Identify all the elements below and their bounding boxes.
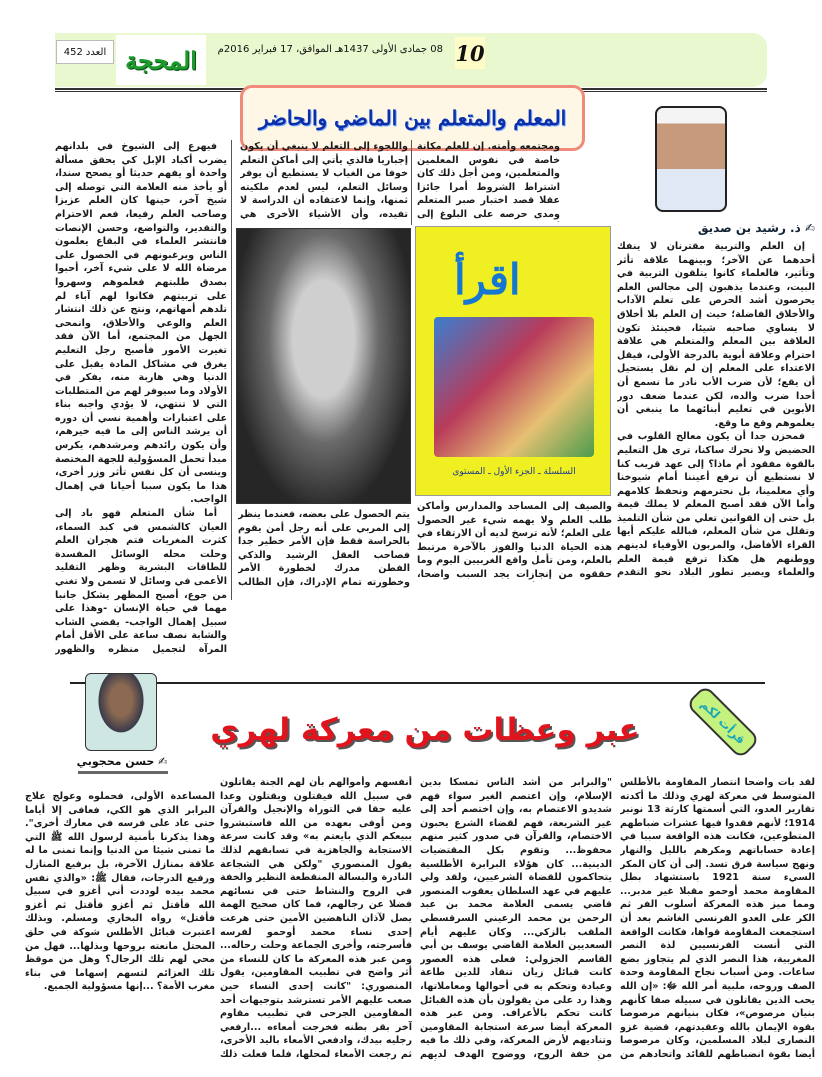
book-cover-image bbox=[415, 226, 611, 496]
page-number: 10 bbox=[455, 37, 485, 69]
article-title-2: عبر وعظات من معركة لهري bbox=[210, 712, 640, 748]
paragraph: أما شأن المتعلم فهو باد إلى العيان كالشمس في كبد السماء، كثرت المغريات فتم هجران العلم وحلت محله الوسائل المفسدة للطاقات البشرية وظهر التقليد الأعمى في وسائل لا تسمن ولا تغني من جوع، أصبح المظهر يشكل جانبا مهما في حياة الإنسان -وهذا على سبيل إهمال الواجب- يقضي الشاب والشابة نصف ساعة على الأقل أمام المرآة لتجميل منظره والظهور bbox=[55, 508, 227, 655]
issue-label: العدد bbox=[85, 46, 107, 58]
issue-date: 08 جمادى الأولى 1437هـ الموافق، 17 فبراير 2016م bbox=[217, 44, 443, 55]
issue-value: 452 bbox=[63, 46, 83, 58]
paragraph: إن العلم والتربية مقترنان لا ينفك أحدهما عن الآخر؛ وبينهما علاقة تأثر وتأثير، فالعلماء كانوا يتلقون التربية في البيت، وعندما يذهبون إلى مجالس العلم يحرصون أشد الحرص على تعلم الآداب والأخلاق الفاضلة؛ حيث إن العلم بلا أخلاق لا يساوي صاحبه شيئا، فحينئذ تكون العلاقة بين المعلم والمتعلم هي علاقة احترام وعلاقة أبوية بالدرجة الأولى، فيقل الاعتداء على المعلم إن لم نقل يستحيل أن يقع؛ لأن ضرب الأب نادر ما نسمع أن أحدا ضرب والده، لكن عندما ضعف دور الأبوين في تعليم أبنائهما ما ينبغي أن يعلموهم وقع ما وقع. bbox=[617, 241, 815, 429]
article-column-mid-bottom: والصيف إلى المساجد والمدارس وأماكن طلب العلم ولا يهمه شيء غير الحصول على العلم؛ لأنه ترسخ لديه أن الارتقاء في هذه الحياة الدنيا والفوز بالآخرة مرتبط بالعلم، ومن تأمل واقع الغربيين اليوم وما حققوه من إنجازات يجد السبب واضحا، bbox=[417, 501, 612, 580]
author-name: ذ. رشيد بن صديق bbox=[697, 221, 801, 235]
article-column-left-top: واللجوء إلى التعلم لا ينبغي أن يكون إجباريا فالذي يأتي إلى أماكن التعلم خوفا من الغياب لا يستطيع أن يوفر وسائل التعلم، ليس لعدم ملكيته ثمنها، وإنما لاعتقاده أن الدراسة لا تفيده، وأن الأشياء الأخرى هي bbox=[240, 141, 408, 220]
article2-column-4: المساعدة الأولى، فحملوه وعولج علاج البرابر الذي هو الكي، فعافى إلا أياما حتى عاد على فرسه في معارك أخرى". وهذا يذكرنا بأمنية لرسول الله ﷺ التي ما تمنى شيئا من الدنيا وإنما تمنى ما له علاقة بمنازل الآخرة، بل برفيع المنازل ورفيع الدرجات، فقال ﷺ: «والذي نفس محمد بيده لوددت أني أغزو في سبيل الله فأقتل ثم أغزو فأقتل ثم أغزو فأقتل» رواه البخاري ومسلم. وبذلك اعتبرت قبائل الأطلس شوكة في حلق المحتل مانعته بروحها وبذلها... فهل من محي لهم تلك الرجال؟ وهل من موقظ تلك العزائم لتسهم إسهاما في بناء مغرب الأمة؟ ...إنها مسؤولية الجميع. bbox=[25, 791, 215, 993]
byline-underline bbox=[78, 771, 168, 774]
article2-column-1: لقد بات واضحا انتصار المقاومة بالأطلس المتوسط في معركة لهري وذلك ما أكدته تقارير العدو، التي أسمتها كارثة 13 نونبر 1914؛ لأنهم فقدوا فيها عشرات ضباطهم المتطوعين، فكانت هذه الواقعة سببا في إعادة حساباتهم ومكرهم بالليل والنهار ونهج سياسة فرق تسد. إلى أن كان المكر السيء سنة 1921 باستشهاد بطل المقاومة محمد أوحمو مقبلا غير مدبر... ومما ميز هذه المعركة أسلوب الفر ثم الكر على العدو الفرنسي الغاشم بعد أن استجمعت المقاومة قواها، فكانت الواقعة التي أنست الفرنسيين لذة النصر المغربية، هذا النصر الذي لم يتجاوز بضع ساعات. ومن أسباب نجاح المقاومة وحدة الصف وروحه، ملبية أمر الله ﷻ: «إن الله يحب الذين يقاتلون في سبيله صفا كأنهم بنيان مرصوص»، فكان بنيانهم مرصوصا بقوة الإيمان بالله وعقيدتهم، قضية غزو النصارى لبلاد المسلمين، وكان مرصوصا أيضا بقوة انضباطهم للقائد واتحادهم من bbox=[620, 777, 815, 1060]
author-photo bbox=[655, 106, 727, 212]
column-divider bbox=[231, 140, 232, 600]
article2-column-3: أنفسهم وأموالهم بأن لهم الجنة يقاتلون في سبيل الله فيقتلون ويقتلون وعدا عليه حقا في التوراة والإنجيل والقرآن ومن أوفى بعهده من الله فاستبشروا ببيعكم الذي بايعتم به» وقد كانت سرعة الاستجابة والجاهزية في تسابقهم لذلك يقول المنصوري "ولكن هي الشجاعة النادرة والبسالة المنقطعة النظير والخفة في الروح والنشاط حتى في نسائهم فضلا عن رجالهم، فما كان صحيح الهمة يصل لآذان الناهضين الأمين حتى هرعت إحدى نساء محمد أوحمو لفرسه فأسرجته، وأخرى الجماعة وحلت رحاله... ومن عبر هذه المعركة ما كان للنساء من أثر واضح في تطبيب المقاومين، يقول المنصوري: "كانت إحدى النساء حين صعب عليهم الأمر تسترشد بتوجيهات أحد المقاومين الجرحى في تطبيب مقاوم آخر بقر بطنه فخرجت أمعاءه ...ارفعي رجليه بيدك، وادفعي الأمعاء باليد الأخرى، ثم رجعت الأمعاء لمحلها، فلما فعلت ذلك bbox=[220, 777, 412, 1060]
article-column-mid-top: ومجتمعه وأمته. إن للعلم مكانة خاصة في نفوس المعلمين والمتعلمين، ومن أجل ذلك كان اشتراط الشروط أمرا جائزا عقلا قصد اختبار صبر المتعلم ومدى حرصه على البلوغ إلى bbox=[417, 141, 560, 220]
article-title: المعلم والمتعلم بين الماضي والحاضر bbox=[240, 85, 585, 151]
cover-illustration bbox=[434, 317, 594, 457]
author-byline-2 bbox=[66, 754, 178, 769]
author-photo-2 bbox=[85, 673, 157, 751]
article-column-left-bottom: يتم الحصول على بعضه، فعندما ينظر إلى المربي على أنه رجل أمن يقوم بالحراسة فقط فإن الأمر خطير جدا فصاحب العقل الرشيد والذكي الفطن مدرك لخطورة الأمر وخطورته تمام الإدراك، فإن الطالب bbox=[238, 509, 410, 588]
issue-number bbox=[56, 40, 114, 64]
pen-icon: ✍ bbox=[154, 755, 168, 768]
section-badge: قرأت لكم bbox=[686, 685, 761, 760]
newspaper-logo: المحجة bbox=[116, 35, 206, 85]
section-divider bbox=[70, 682, 765, 684]
article2-column-2: "والبرابر من أشد الناس تمسكا بدين الإسلام، وإن اعتصم الغير سواء فهم شديدو الاعتصام به، وإن اختصم أحد إلى غير الشريعة، فهم لقضاء الشرع يحبون الاختصام، والقرآن في صدور كثير منهم محفوظ... وتقوم بكل المقتضيات الدينية... كان هؤلاء البرابرة الأطلسية يتحاكمون للقضاة الشرعيين، ولقد ولي عليهم في عهد السلطان يعقوب المنصور قاضي يسمى العلامة محمد بن عبد الرحمن بن محمد الرعيني السرقسطي الملقب بالزكي... وكان عليهم أيام السعديين العلامة القاضي يوسف بن أبي القاسم الجزولي: فعلى هذه العصور كانت قبائل زيان تنقاد للدين طاعة وعبادة وتحكم به في أحوالها ومعاملاتها، وهذا رد على من يقولون بأن هذه القبائل كانت تحكم بالأعراف. ومن عبر هذه المعركة أيضا سرعة استجابة المقاومين وتناديهم لأرض المعركة، وفي ذلك ما فيه من خفة الروح، ووضوح الهدف لديهم bbox=[420, 777, 612, 1060]
cover-subtitle: السلسلة ـ الجزء الأول ـ المستوى bbox=[452, 467, 576, 477]
author-name-2: حسن محجوبي bbox=[76, 755, 155, 768]
article-column-far-left bbox=[55, 140, 227, 656]
paragraph: فمحزن جدا أن يكون معالج القلوب في الحضيض ولا نحرك ساكنا، ترى هل التعليم بالقوة مفقود أم ماذا؟ إلى عهد قريب كنا لا نستطيع أن نرفع أعيننا أمام شيوخنا وأي معلمينا، بل نحترمهم ونحفظ كلامهم وأما الآن فقد أصبح المعلم لا يملك قيمة بل حتى إن القوانين تعلي من شأن التلميذ وتقلل من شأن المعلم، فبالله عليكم أيها القراء الأفاضل، والمربون الأوفياء لدينهم ووطنهم هل هكذا ترفع قيمة العلم والعلماء ويصير تطور البلاد نحو التقدم bbox=[617, 431, 815, 579]
article-column-right bbox=[617, 240, 815, 580]
author-byline bbox=[620, 220, 815, 236]
historical-portrait-photo bbox=[236, 228, 411, 504]
column-divider bbox=[411, 140, 412, 225]
paragraph: فيهرع إلى الشيوخ في بلدانهم يضرب أكباد الإبل كي يحقق مسألة واحدة أو يفهم حديثا أو يصحح سندا، أو يأخذ منه العلامة التي توصله إلى شيخ آخر، حينها كان العلم عزيزا وصاحب العلم رفيعا، فعم الاحترام والتقدير، والتواضع، وحسن الإنصات فانتشر العلماء في البقاع يعلمون الناس ويرغبونهم في الحصول على مرضاة الله لا على شيء آخر، أحبوا بصدق طلبتهم فعلموهم وسهروا على تربيتهم فكانوا لهم آباء لم تلدهم أمهاتهم، ونتج عن ذلك انتشار العلم والوعي والأخلاق، وانمحى الجهل من المجتمع، أما الآن فقد تغيرت الأمور فأصبح رجل التعليم يغرق في مشاكل المادة يقبل على الدنيا وهي هاربة منه، يفكر في الأولاد وما سيوفر لهم من المتطلبات التي لا تنتهي، لا يؤدي واجبه بناء على اعتبارات وأهمية نسي أن دوره أن يرشد الناس إلى ما فيه خيرهم، وأن يكون رائدهم ومرشدهم، يكرس مبدأ تحمل المسؤولية للجهة المختصة وينسى أن كل نفس تأثر وزر أخرى، هذا ما يكون سببا أحيانا في إهمال الواجب. bbox=[55, 141, 227, 506]
pen-icon: ✍ bbox=[800, 221, 815, 235]
cover-title: اقرأ bbox=[454, 255, 521, 304]
